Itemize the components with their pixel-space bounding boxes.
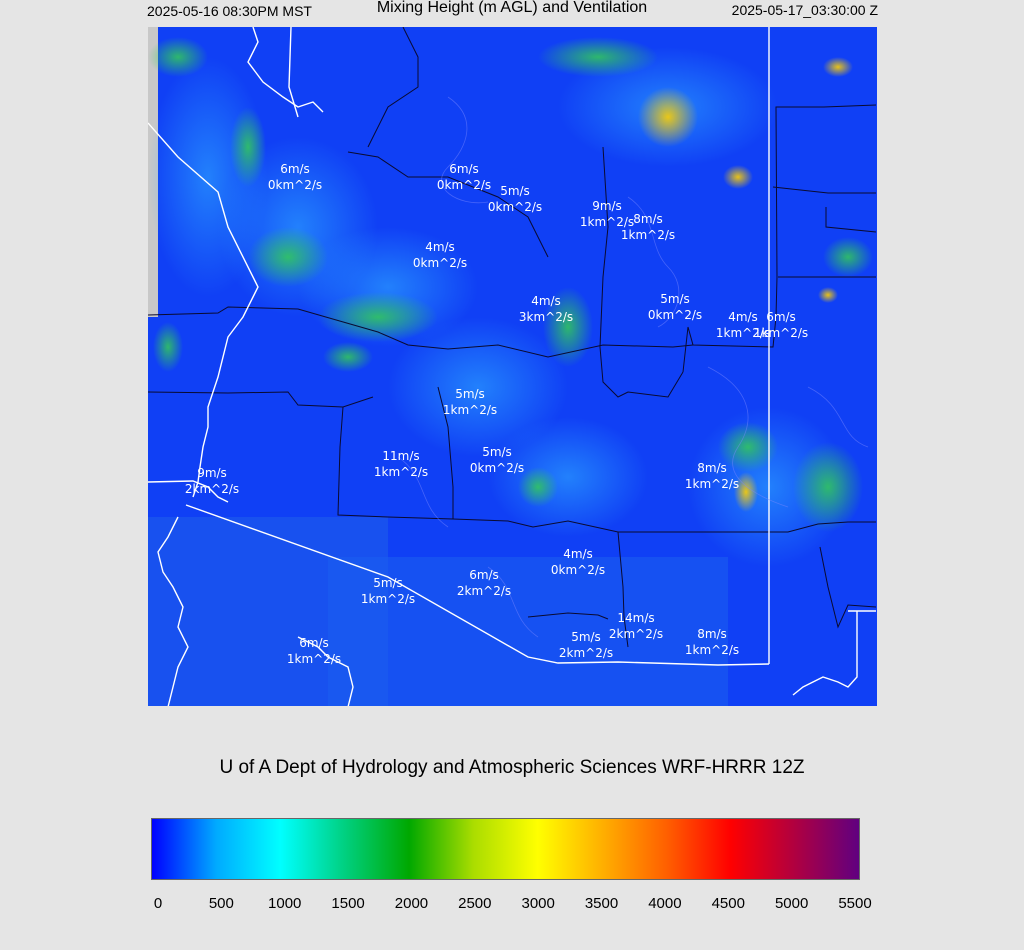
station-ventilation: 1km^2/s [286, 652, 342, 666]
station-ventilation: 0km^2/s [412, 256, 468, 270]
station-ventilation: 1km^2/s [684, 477, 740, 491]
local-time-stamp: 2025-05-16 08:30PM MST [147, 3, 312, 19]
colorbar-tick-label: 3500 [584, 895, 619, 912]
colorbar-tick-label: 5500 [838, 895, 872, 912]
valid-time-stamp: 2025-05-17_03:30:00 Z [731, 2, 878, 18]
station-wind-speed: 6m/s [766, 310, 796, 324]
station-wind-speed: 5m/s [571, 630, 601, 644]
colorbar-tick-label: 1000 [268, 895, 302, 912]
station-ventilation: 0km^2/s [267, 178, 323, 192]
station-ventilation: 0km^2/s [647, 308, 703, 322]
colorbar-tick-label: 1500 [331, 895, 365, 912]
station-ventilation: 3km^2/s [518, 310, 574, 324]
station-wind-speed: 5m/s [500, 184, 530, 198]
station-wind-speed: 5m/s [482, 445, 512, 459]
station-ventilation: 2km^2/s [558, 646, 614, 660]
station-wind-speed: 4m/s [563, 547, 593, 561]
colorbar-tick-label: 5000 [774, 895, 809, 912]
credit-line: U of A Dept of Hydrology and Atmospheric Sciences WRF-HRRR 12Z [219, 757, 805, 778]
station-ventilation: 1km^2/s [442, 403, 498, 417]
station-ventilation: 1km^2/s [579, 215, 635, 229]
station-ventilation: 1km^2/s [620, 228, 676, 242]
station-wind-speed: 8m/s [697, 461, 727, 475]
station-wind-speed: 4m/s [531, 294, 561, 308]
station-ventilation: 0km^2/s [550, 563, 606, 577]
colorbar-tick-label: 2500 [458, 895, 492, 912]
colorbar-tick-label: 2000 [394, 895, 429, 912]
station-wind-speed: 6m/s [280, 162, 310, 176]
colorbar-ticks [0, 895, 1024, 915]
colorbar-tick-label: 4500 [711, 895, 745, 912]
station-ventilation: 2km^2/s [184, 482, 240, 496]
map-title: Mixing Height (m AGL) and Ventilation [376, 0, 648, 16]
colorbar-tick-label: 4000 [648, 895, 682, 912]
station-wind-speed: 6m/s [469, 568, 499, 582]
station-ventilation: 1km^2/s [684, 643, 740, 657]
colorbar-tick-label: 0 [153, 895, 163, 912]
station-wind-speed: 4m/s [728, 310, 758, 324]
station-wind-speed: 5m/s [373, 576, 403, 590]
station-wind-speed: 6m/s [299, 636, 329, 650]
station-wind-speed: 8m/s [633, 212, 663, 226]
station-ventilation: 0km^2/s [469, 461, 525, 475]
station-wind-speed: 11m/s [382, 449, 420, 463]
colorbar-tick-label: 3000 [521, 895, 555, 912]
station-ventilation: 0km^2/s [487, 200, 543, 214]
colorbar-tick-label: 500 [208, 895, 234, 912]
station-ventilation: 1km^2/s [753, 326, 809, 340]
station-ventilation: 2km^2/s [456, 584, 512, 598]
station-wind-speed: 5m/s [455, 387, 485, 401]
station-ventilation: 1km^2/s [360, 592, 416, 606]
station-wind-speed: 14m/s [617, 611, 655, 625]
station-ventilation: 1km^2/s [715, 326, 771, 340]
station-wind-speed: 4m/s [425, 240, 455, 254]
station-wind-speed: 5m/s [660, 292, 690, 306]
map-panel [148, 27, 877, 706]
station-ventilation: 2km^2/s [608, 627, 664, 641]
station-wind-speed: 9m/s [197, 466, 227, 480]
colorbar [151, 818, 860, 880]
station-wind-speed: 6m/s [449, 162, 479, 176]
station-wind-speed: 9m/s [592, 199, 622, 213]
station-ventilation: 0km^2/s [436, 178, 492, 192]
station-ventilation: 1km^2/s [373, 465, 429, 479]
station-wind-speed: 8m/s [697, 627, 727, 641]
mixing-height-map [148, 27, 877, 706]
